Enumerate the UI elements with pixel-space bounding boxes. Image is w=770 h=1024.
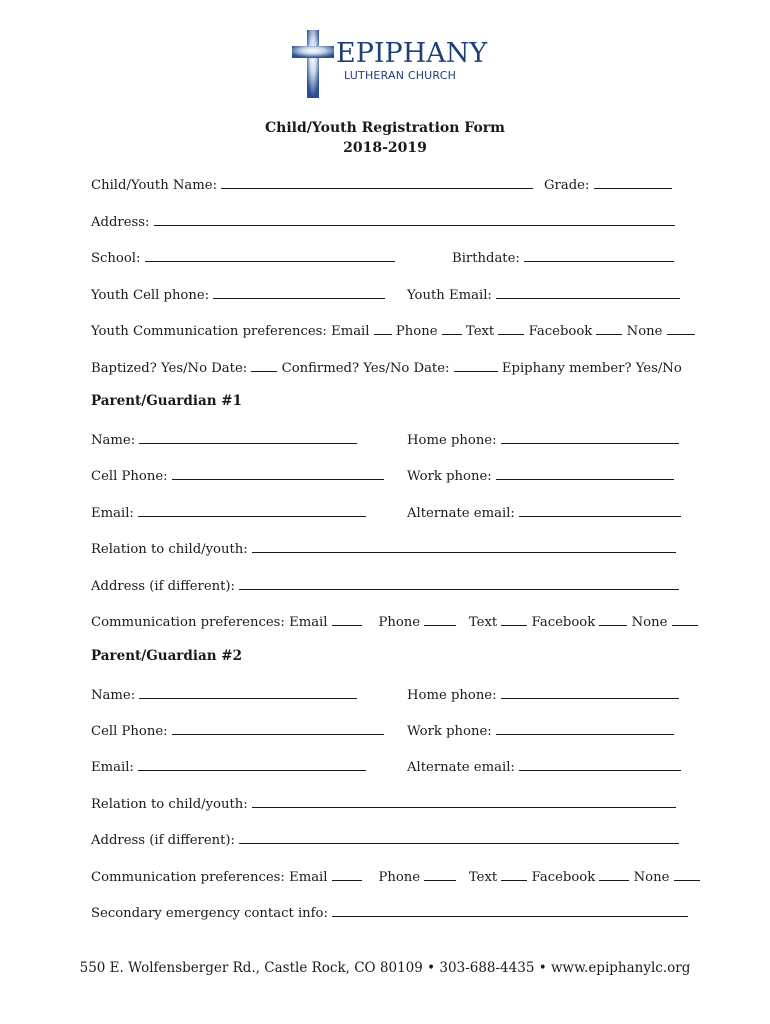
form-title: Child/Youth Registration Form xyxy=(265,120,505,136)
address-row xyxy=(91,211,675,232)
g1-comm-text-field[interactable] xyxy=(501,611,527,626)
g2-name-label: Name: xyxy=(91,688,136,703)
youth-comm-email-field[interactable] xyxy=(374,320,392,335)
youth-email-field[interactable] xyxy=(496,284,680,299)
g2-comm-phone-field[interactable] xyxy=(424,866,456,881)
church-logo xyxy=(292,30,488,100)
g1-comm-phone-label: Phone xyxy=(378,615,421,630)
g2-home-field[interactable] xyxy=(501,684,679,699)
birthdate-field[interactable] xyxy=(524,247,674,262)
school-label: School: xyxy=(91,251,141,266)
g1-work-label: Work phone: xyxy=(407,469,492,484)
grade-row xyxy=(544,174,672,195)
g1-comm-email-field[interactable] xyxy=(332,611,362,626)
g1-address-field[interactable] xyxy=(239,575,679,590)
g2-comm-text-label: Text xyxy=(468,870,498,885)
baptized-date-field[interactable] xyxy=(251,357,277,372)
g2-home-label: Home phone: xyxy=(407,688,497,703)
g2-cell-label: Cell Phone: xyxy=(91,724,168,739)
logo-brand: EPIPHANY xyxy=(336,38,488,69)
g2-email-label: Email: xyxy=(91,760,134,775)
school-field[interactable] xyxy=(145,247,395,262)
g2-cell-field[interactable] xyxy=(172,720,384,735)
g1-cell-field[interactable] xyxy=(172,465,384,480)
youth-cell-row xyxy=(91,284,385,305)
g1-comm-none-field[interactable] xyxy=(672,611,698,626)
g1-comm-facebook-field[interactable] xyxy=(599,611,627,626)
g2-address-field[interactable] xyxy=(239,829,679,844)
g1-home-field[interactable] xyxy=(501,429,679,444)
g1-alt-email-row xyxy=(407,502,681,523)
g2-work-label: Work phone: xyxy=(407,724,492,739)
g2-comm-facebook-label: Facebook xyxy=(531,870,596,885)
g2-relation-row xyxy=(91,793,676,814)
youth-comm-phone-label: Phone xyxy=(395,324,438,339)
baptized-label: Baptized? Yes/No Date: xyxy=(91,361,248,376)
grade-field[interactable] xyxy=(594,174,672,189)
confirmed-label: Confirmed? Yes/No Date: xyxy=(281,361,450,376)
g2-name-field[interactable] xyxy=(139,684,357,699)
g1-comm-label: Communication preferences: Email xyxy=(91,615,328,630)
youth-email-row xyxy=(407,284,680,305)
logo-subtitle: LUTHERAN CHURCH xyxy=(344,69,457,82)
youth-cell-label: Youth Cell phone: xyxy=(91,288,210,303)
birthdate-label: Birthdate: xyxy=(452,251,520,266)
g1-email-label: Email: xyxy=(91,506,134,521)
address-label: Address: xyxy=(91,215,150,230)
youth-comm-none-field[interactable] xyxy=(667,320,695,335)
g2-comm-none-label: None xyxy=(633,870,670,885)
youth-name-label: Child/Youth Name: xyxy=(91,178,218,193)
g1-email-field[interactable] xyxy=(138,502,366,517)
g2-alt-email-field[interactable] xyxy=(519,756,681,771)
g1-alt-email-label: Alternate email: xyxy=(407,506,515,521)
g2-comm-row xyxy=(91,866,700,887)
g1-address-label: Address (if different): xyxy=(91,579,236,594)
g2-home-row xyxy=(407,684,679,705)
cross-icon xyxy=(292,30,334,98)
g1-name-field[interactable] xyxy=(139,429,357,444)
youth-comm-phone-field[interactable] xyxy=(442,320,462,335)
youth-comm-none-label: None xyxy=(626,324,663,339)
g2-name-row xyxy=(91,684,357,705)
g1-address-row xyxy=(91,575,679,596)
g1-home-row xyxy=(407,429,679,450)
footer-contact: 550 E. Wolfensberger Rd., Castle Rock, CO 80109 • 303-688-4435 • www.epiphanylc.org xyxy=(79,960,691,976)
youth-comm-facebook-label: Facebook xyxy=(528,324,593,339)
g1-work-field[interactable] xyxy=(496,465,674,480)
g2-alt-email-row xyxy=(407,756,681,777)
secondary-contact-row xyxy=(91,902,688,923)
birthdate-row xyxy=(452,247,674,268)
form-year: 2018-2019 xyxy=(343,140,427,156)
youth-email-label: Youth Email: xyxy=(407,288,492,303)
g1-relation-row xyxy=(91,538,676,559)
g1-email-row xyxy=(91,502,366,523)
g2-relation-field[interactable] xyxy=(252,793,676,808)
secondary-contact-field[interactable] xyxy=(332,902,688,917)
g2-email-row xyxy=(91,756,366,777)
g1-home-label: Home phone: xyxy=(407,433,497,448)
baptism-row xyxy=(91,357,682,378)
g1-comm-row xyxy=(91,611,698,632)
g1-alt-email-field[interactable] xyxy=(519,502,681,517)
secondary-contact-label: Secondary emergency contact info: xyxy=(91,906,328,921)
g2-address-label: Address (if different): xyxy=(91,833,236,848)
g2-work-field[interactable] xyxy=(496,720,674,735)
grade-label: Grade: xyxy=(544,178,590,193)
g2-comm-none-field[interactable] xyxy=(674,866,700,881)
g2-comm-email-field[interactable] xyxy=(332,866,362,881)
g1-comm-phone-field[interactable] xyxy=(424,611,456,626)
g2-cell-row xyxy=(91,720,384,741)
youth-comm-facebook-field[interactable] xyxy=(596,320,622,335)
youth-comm-text-label: Text xyxy=(465,324,495,339)
youth-comm-email-label: Email xyxy=(331,324,370,339)
g2-comm-label: Communication preferences: Email xyxy=(91,870,328,885)
g1-comm-facebook-label: Facebook xyxy=(531,615,596,630)
g2-comm-text-field[interactable] xyxy=(501,866,527,881)
g1-comm-none-label: None xyxy=(631,615,668,630)
guardian2-heading: Parent/Guardian #2 xyxy=(91,648,242,664)
youth-comm-label: Youth Communication preferences: xyxy=(91,324,327,339)
g1-name-label: Name: xyxy=(91,433,136,448)
confirmed-date-field[interactable] xyxy=(454,357,498,372)
guardian1-heading: Parent/Guardian #1 xyxy=(91,393,242,409)
address-field[interactable] xyxy=(154,211,675,226)
g1-work-row xyxy=(407,465,674,486)
g1-cell-row xyxy=(91,465,384,486)
youth-name-field[interactable] xyxy=(221,174,533,189)
youth-name-row xyxy=(91,174,533,195)
g1-name-row xyxy=(91,429,357,450)
youth-comm-row xyxy=(91,320,695,341)
g1-relation-label: Relation to child/youth: xyxy=(91,542,248,557)
member-label: Epiphany member? Yes/No xyxy=(501,361,682,376)
youth-cell-field[interactable] xyxy=(213,284,385,299)
g1-comm-text-label: Text xyxy=(468,615,498,630)
g2-email-field[interactable] xyxy=(138,756,366,771)
g2-address-row xyxy=(91,829,679,850)
g2-comm-phone-label: Phone xyxy=(378,870,421,885)
g2-relation-label: Relation to child/youth: xyxy=(91,797,248,812)
g1-cell-label: Cell Phone: xyxy=(91,469,168,484)
g2-comm-facebook-field[interactable] xyxy=(599,866,629,881)
school-row xyxy=(91,247,395,268)
g2-work-row xyxy=(407,720,674,741)
youth-comm-text-field[interactable] xyxy=(498,320,524,335)
g2-alt-email-label: Alternate email: xyxy=(407,760,515,775)
g1-relation-field[interactable] xyxy=(252,538,676,553)
